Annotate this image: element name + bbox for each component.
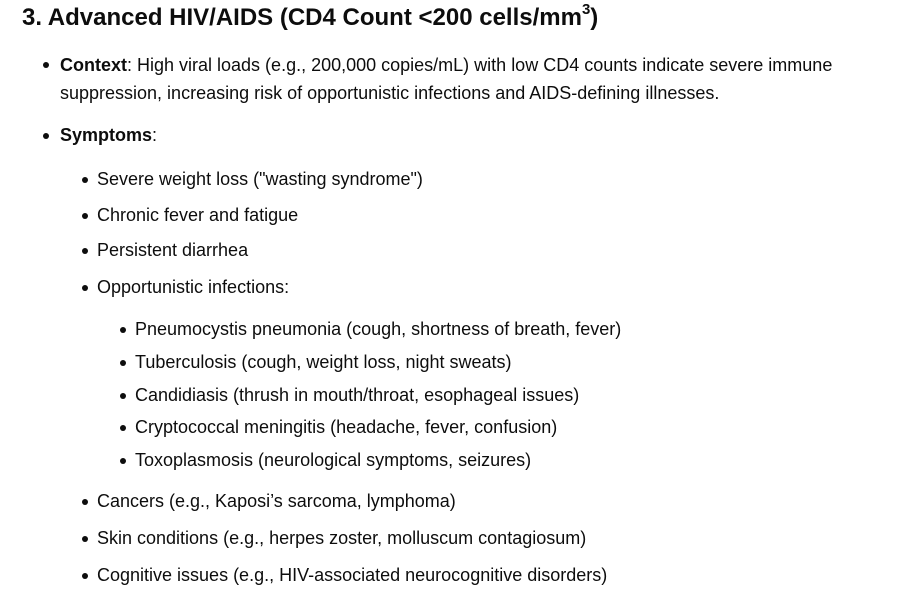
context-item-continued	[60, 79, 719, 107]
infection-item: Cryptococcal meningitis (headache, fever, confusion)	[135, 417, 558, 437]
heading-superscript: 3	[581, 1, 591, 18]
infection-item: Toxoplasmosis (neurological symptoms, seizures)	[135, 450, 532, 470]
bullet-icon	[82, 499, 88, 505]
symptom-item: Chronic fever and fatigue	[97, 205, 299, 225]
infection-item: Pneumocystis pneumonia (cough, shortness of breath, fever)	[135, 319, 622, 339]
symptoms-colon: :	[152, 125, 158, 145]
infection-item: Candidiasis (thrush in mouth/throat, esophageal issues)	[135, 385, 580, 405]
bullet-icon	[120, 458, 126, 464]
bullet-icon	[82, 536, 88, 542]
bullet-icon	[43, 62, 49, 68]
bullet-icon	[120, 393, 126, 399]
context-text-line1: : High viral loads (e.g., 200,000 copies/mL) with low CD4 counts indicate severe immune	[127, 55, 833, 75]
context-label: Context	[60, 55, 127, 75]
bullet-icon	[120, 425, 126, 431]
bullet-icon	[120, 327, 126, 333]
bullet-icon	[82, 248, 88, 254]
symptom-item: Cognitive issues (e.g., HIV-associated neurocognitive disorders)	[97, 565, 608, 585]
context-item	[60, 51, 832, 79]
bullet-icon	[82, 285, 88, 291]
bullet-icon	[120, 360, 126, 366]
bullet-icon	[43, 133, 49, 139]
heading-suffix: )	[590, 4, 599, 31]
heading-text: 3. Advanced HIV/AIDS (CD4 Count <200 cells/mm	[22, 4, 582, 31]
symptoms-item	[60, 121, 157, 149]
bullet-icon	[82, 213, 88, 219]
symptom-item: Persistent diarrhea	[97, 240, 249, 260]
infection-item: Tuberculosis (cough, weight loss, night sweats)	[135, 352, 512, 372]
symptom-item: Cancers (e.g., Kaposi’s sarcoma, lymphoma)	[97, 491, 456, 511]
symptom-item: Severe weight loss ("wasting syndrome")	[97, 169, 423, 189]
bullet-icon	[82, 177, 88, 183]
symptoms-label: Symptoms	[60, 125, 153, 145]
symptom-item: Skin conditions (e.g., herpes zoster, molluscum contagiosum)	[97, 528, 587, 548]
symptom-item: Opportunistic infections:	[97, 277, 290, 297]
bullet-icon	[82, 573, 88, 579]
section-heading	[22, 2, 598, 34]
context-text-line2: suppression, increasing risk of opportunistic infections and AIDS-defining illnesses.	[60, 83, 720, 103]
